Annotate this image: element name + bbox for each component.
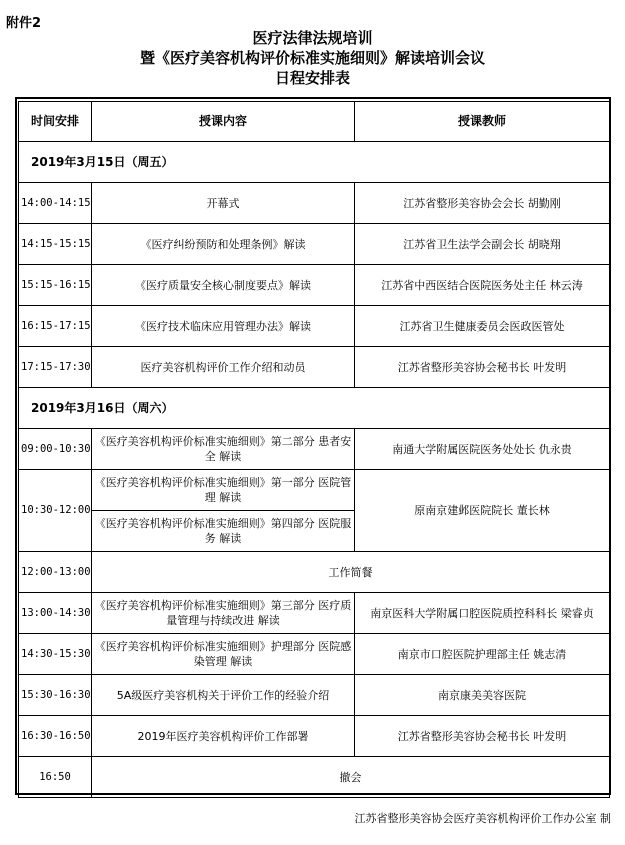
content-cell: 《医疗美容机构评价标准实施细则》第四部分 医院服务 解读 — [92, 511, 355, 552]
table-row — [19, 429, 610, 470]
header-row — [19, 102, 610, 142]
footer-note: 江苏省整形美容协会医疗美容机构评价工作办公室 制 — [354, 812, 611, 825]
document-title — [0, 28, 625, 88]
time-cell: 09:00-10:30 — [19, 429, 92, 470]
teacher-cell: 江苏省整形美容协会会长 胡勤刚 — [355, 183, 610, 224]
content-cell: 医疗美容机构评价工作介绍和动员 — [92, 347, 355, 388]
content-cell: 《医疗美容机构评价标准实施细则》第一部分 医院管理 解读 — [92, 470, 355, 511]
time-cell: 15:30-16:30 — [19, 675, 92, 716]
teacher-cell: 南京医科大学附属口腔医院质控科科长 梁睿贞 — [355, 593, 610, 634]
time-cell: 16:30-16:50 — [19, 716, 92, 757]
table-row — [19, 265, 610, 306]
time-cell: 15:15-16:15 — [19, 265, 92, 306]
schedule-table — [18, 101, 610, 798]
content-cell: 工作简餐 — [92, 552, 610, 593]
content-cell: 《医疗质量安全核心制度要点》解读 — [92, 265, 355, 306]
teacher-cell: 江苏省整形美容协会秘书长 叶发明 — [355, 716, 610, 757]
teacher-cell: 江苏省中西医结合医院医务处主任 林云涛 — [355, 265, 610, 306]
table-row — [19, 183, 610, 224]
title-line-1: 医疗法律法规培训 — [252, 29, 373, 47]
table-row — [19, 716, 610, 757]
table-row — [19, 634, 610, 675]
teacher-cell: 南通大学附属医院医务处处长 仇永贵 — [355, 429, 610, 470]
time-cell: 14:30-15:30 — [19, 634, 92, 675]
title-line-3: 日程安排表 — [274, 69, 350, 87]
header-content: 授课内容 — [92, 102, 355, 142]
table-row — [19, 675, 610, 716]
content-cell: 撤会 — [92, 757, 610, 798]
content-cell: 《医疗美容机构评价标准实施细则》第二部分 患者安全 解读 — [92, 429, 355, 470]
table-row — [19, 552, 610, 593]
time-cell: 14:15-15:15 — [19, 224, 92, 265]
content-cell: 《医疗技术临床应用管理办法》解读 — [92, 306, 355, 347]
attachment-label: 附件2 — [6, 16, 42, 31]
header-teacher: 授课教师 — [355, 102, 610, 142]
content-cell: 开幕式 — [92, 183, 355, 224]
time-cell: 13:00-14:30 — [19, 593, 92, 634]
header-time: 时间安排 — [19, 102, 92, 142]
content-cell: 《医疗纠纷预防和处理条例》解读 — [92, 224, 355, 265]
title-line-2: 暨《医疗美容机构评价标准实施细则》解读培训会议 — [139, 49, 485, 67]
content-cell: 2019年医疗美容机构评价工作部署 — [92, 716, 355, 757]
teacher-cell: 江苏省整形美容协会秘书长 叶发明 — [355, 347, 610, 388]
date-day2: 2019年3月16日（周六） — [19, 388, 610, 429]
time-cell: 16:50 — [19, 757, 92, 798]
time-cell: 16:15-17:15 — [19, 306, 92, 347]
table-row — [19, 224, 610, 265]
table-row — [19, 306, 610, 347]
time-cell: 10:30-12:00 — [19, 470, 92, 552]
teacher-cell: 南京康美美容医院 — [355, 675, 610, 716]
content-cell: 《医疗美容机构评价标准实施细则》第三部分 医疗质量管理与持续改进 解读 — [92, 593, 355, 634]
table-row — [19, 593, 610, 634]
date-day1: 2019年3月15日（周五） — [19, 142, 610, 183]
date-row-day2 — [19, 388, 610, 429]
content-cell: 《医疗美容机构评价标准实施细则》护理部分 医院感染管理 解读 — [92, 634, 355, 675]
content-cell: 5A级医疗美容机构关于评价工作的经验介绍 — [92, 675, 355, 716]
table-row — [19, 470, 610, 511]
teacher-cell: 南京市口腔医院护理部主任 姚志清 — [355, 634, 610, 675]
time-cell: 17:15-17:30 — [19, 347, 92, 388]
teacher-cell: 江苏省卫生法学会副会长 胡晓翔 — [355, 224, 610, 265]
teacher-cell: 原南京建邺医院院长 董长林 — [355, 470, 610, 552]
time-cell: 14:00-14:15 — [19, 183, 92, 224]
table-row — [19, 757, 610, 798]
time-cell: 12:00-13:00 — [19, 552, 92, 593]
date-row-day1 — [19, 142, 610, 183]
teacher-cell: 江苏省卫生健康委员会医政医管处 — [355, 306, 610, 347]
table-row — [19, 347, 610, 388]
